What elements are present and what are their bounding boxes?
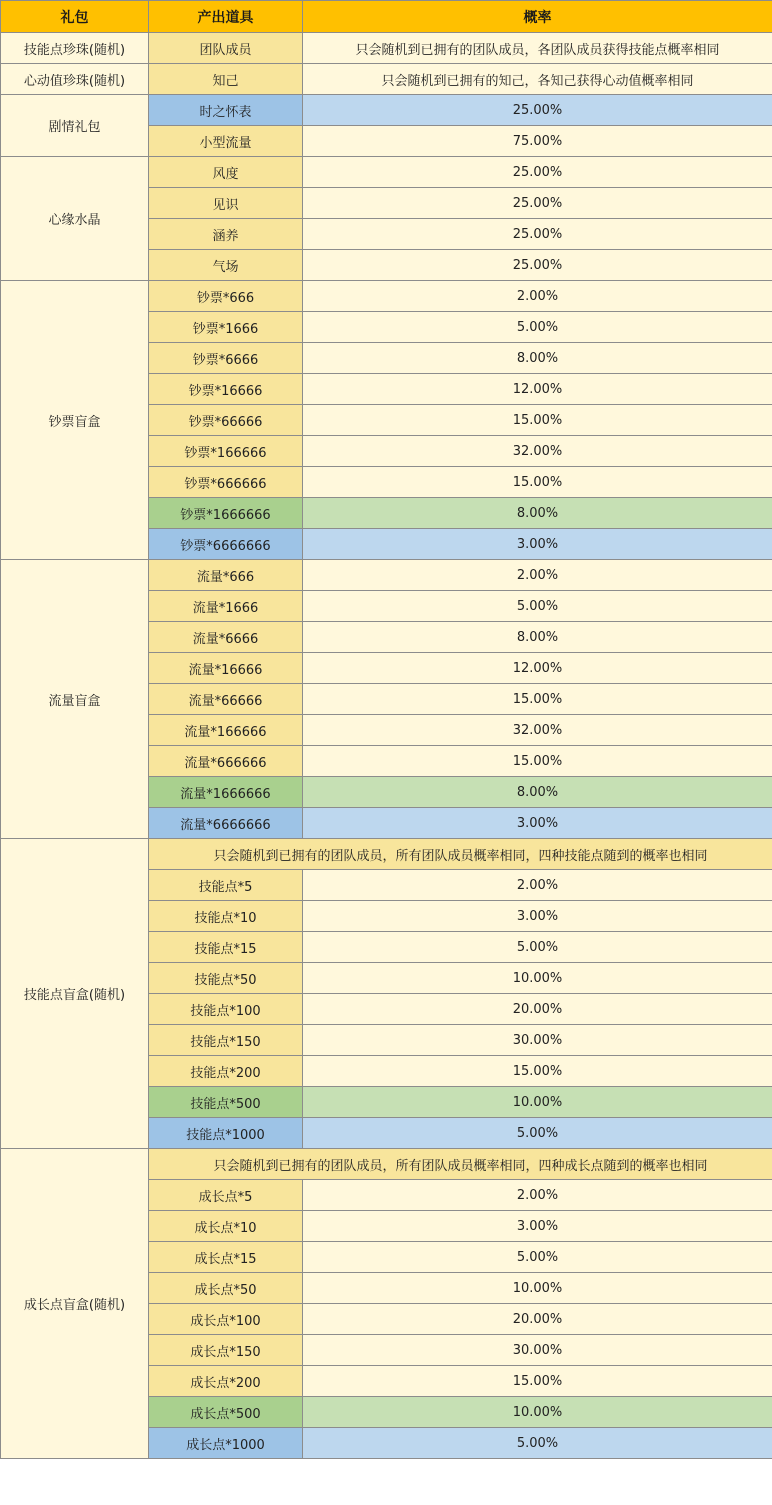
probability-cell: 5.00% xyxy=(303,312,772,343)
probability-cell: 32.00% xyxy=(303,715,772,746)
probability-cell: 3.00% xyxy=(303,901,772,932)
group-note: 只会随机到已拥有的团队成员，所有团队成员概率相同，四种技能点随到的概率也相同 xyxy=(149,839,772,870)
header-pack: 礼包 xyxy=(1,1,149,33)
item-cell: 流量*1666 xyxy=(149,591,303,622)
probability-cell: 20.00% xyxy=(303,1304,772,1335)
probability-cell: 3.00% xyxy=(303,808,772,839)
probability-cell: 2.00% xyxy=(303,870,772,901)
probability-cell: 10.00% xyxy=(303,963,772,994)
gift-pack-name: 流量盲盒 xyxy=(1,560,149,839)
table-row xyxy=(1,157,772,188)
probability-cell: 5.00% xyxy=(303,932,772,963)
probability-cell: 8.00% xyxy=(303,777,772,808)
item-cell: 涵养 xyxy=(149,219,303,250)
item-cell: 成长点*1000 xyxy=(149,1428,303,1459)
item-cell: 成长点*150 xyxy=(149,1335,303,1366)
probability-cell: 2.00% xyxy=(303,560,772,591)
probability-cell: 15.00% xyxy=(303,746,772,777)
probability-cell: 15.00% xyxy=(303,467,772,498)
item-cell: 流量*6666666 xyxy=(149,808,303,839)
probability-cell: 12.00% xyxy=(303,653,772,684)
probability-cell: 15.00% xyxy=(303,1056,772,1087)
item-cell: 时之怀表 xyxy=(149,95,303,126)
probability-cell: 15.00% xyxy=(303,684,772,715)
item-cell: 钞票*6666 xyxy=(149,343,303,374)
probability-cell: 15.00% xyxy=(303,1366,772,1397)
item-cell: 成长点*5 xyxy=(149,1180,303,1211)
group-note: 只会随机到已拥有的团队成员，所有团队成员概率相同，四种成长点随到的概率也相同 xyxy=(149,1149,772,1180)
item-cell: 钞票*666 xyxy=(149,281,303,312)
probability-cell: 只会随机到已拥有的团队成员，各团队成员获得技能点概率相同 xyxy=(303,33,772,64)
gift-pack-name: 剧情礼包 xyxy=(1,95,149,157)
item-cell: 技能点*10 xyxy=(149,901,303,932)
header-row xyxy=(1,1,772,33)
item-cell: 流量*666 xyxy=(149,560,303,591)
item-cell: 流量*66666 xyxy=(149,684,303,715)
item-cell: 技能点*5 xyxy=(149,870,303,901)
gift-pack-name: 技能点珍珠(随机) xyxy=(1,33,149,64)
table-row xyxy=(1,281,772,312)
item-cell: 成长点*100 xyxy=(149,1304,303,1335)
probability-cell: 25.00% xyxy=(303,157,772,188)
item-cell: 技能点*500 xyxy=(149,1087,303,1118)
item-cell: 技能点*100 xyxy=(149,994,303,1025)
header-prob: 概率 xyxy=(303,1,772,33)
probability-cell: 5.00% xyxy=(303,591,772,622)
item-cell: 技能点*50 xyxy=(149,963,303,994)
item-cell: 气场 xyxy=(149,250,303,281)
probability-cell: 32.00% xyxy=(303,436,772,467)
probability-cell: 2.00% xyxy=(303,281,772,312)
probability-cell: 5.00% xyxy=(303,1118,772,1149)
item-cell: 钞票*1666666 xyxy=(149,498,303,529)
item-cell: 钞票*6666666 xyxy=(149,529,303,560)
table-row xyxy=(1,839,772,870)
item-cell: 钞票*1666 xyxy=(149,312,303,343)
probability-cell: 5.00% xyxy=(303,1242,772,1273)
item-cell: 技能点*150 xyxy=(149,1025,303,1056)
item-cell: 小型流量 xyxy=(149,126,303,157)
item-cell: 成长点*500 xyxy=(149,1397,303,1428)
item-cell: 流量*1666666 xyxy=(149,777,303,808)
probability-cell: 15.00% xyxy=(303,405,772,436)
table-body xyxy=(1,33,772,1459)
probability-cell: 8.00% xyxy=(303,498,772,529)
probability-cell: 75.00% xyxy=(303,126,772,157)
probability-cell: 25.00% xyxy=(303,95,772,126)
probability-cell: 8.00% xyxy=(303,343,772,374)
probability-cell: 25.00% xyxy=(303,188,772,219)
item-cell: 钞票*66666 xyxy=(149,405,303,436)
item-cell: 成长点*10 xyxy=(149,1211,303,1242)
item-cell: 团队成员 xyxy=(149,33,303,64)
probability-cell: 25.00% xyxy=(303,219,772,250)
probability-cell: 2.00% xyxy=(303,1180,772,1211)
probability-cell: 12.00% xyxy=(303,374,772,405)
item-cell: 成长点*200 xyxy=(149,1366,303,1397)
gift-pack-name: 钞票盲盒 xyxy=(1,281,149,560)
table-row xyxy=(1,560,772,591)
table-row xyxy=(1,1149,772,1180)
probability-cell: 10.00% xyxy=(303,1397,772,1428)
item-cell: 技能点*200 xyxy=(149,1056,303,1087)
probability-cell: 30.00% xyxy=(303,1025,772,1056)
item-cell: 成长点*15 xyxy=(149,1242,303,1273)
item-cell: 流量*166666 xyxy=(149,715,303,746)
item-cell: 钞票*166666 xyxy=(149,436,303,467)
probability-cell: 3.00% xyxy=(303,529,772,560)
probability-cell: 20.00% xyxy=(303,994,772,1025)
item-cell: 成长点*50 xyxy=(149,1273,303,1304)
table-row xyxy=(1,33,772,64)
item-cell: 流量*666666 xyxy=(149,746,303,777)
probability-cell: 5.00% xyxy=(303,1428,772,1459)
table-row xyxy=(1,64,772,95)
item-cell: 见识 xyxy=(149,188,303,219)
probability-cell: 8.00% xyxy=(303,622,772,653)
probability-cell: 30.00% xyxy=(303,1335,772,1366)
table-row xyxy=(1,95,772,126)
item-cell: 知己 xyxy=(149,64,303,95)
gift-pack-name: 技能点盲盒(随机) xyxy=(1,839,149,1149)
probability-cell: 3.00% xyxy=(303,1211,772,1242)
item-cell: 钞票*666666 xyxy=(149,467,303,498)
probability-cell: 10.00% xyxy=(303,1087,772,1118)
probability-cell: 10.00% xyxy=(303,1273,772,1304)
probability-cell: 只会随机到已拥有的知己，各知己获得心动值概率相同 xyxy=(303,64,772,95)
item-cell: 风度 xyxy=(149,157,303,188)
item-cell: 流量*16666 xyxy=(149,653,303,684)
gift-pack-name: 心动值珍珠(随机) xyxy=(1,64,149,95)
item-cell: 技能点*1000 xyxy=(149,1118,303,1149)
item-cell: 流量*6666 xyxy=(149,622,303,653)
item-cell: 技能点*15 xyxy=(149,932,303,963)
header-item: 产出道具 xyxy=(149,1,303,33)
gift-pack-name: 心缘水晶 xyxy=(1,157,149,281)
item-cell: 钞票*16666 xyxy=(149,374,303,405)
probability-cell: 25.00% xyxy=(303,250,772,281)
gift-pack-name: 成长点盲盒(随机) xyxy=(1,1149,149,1459)
